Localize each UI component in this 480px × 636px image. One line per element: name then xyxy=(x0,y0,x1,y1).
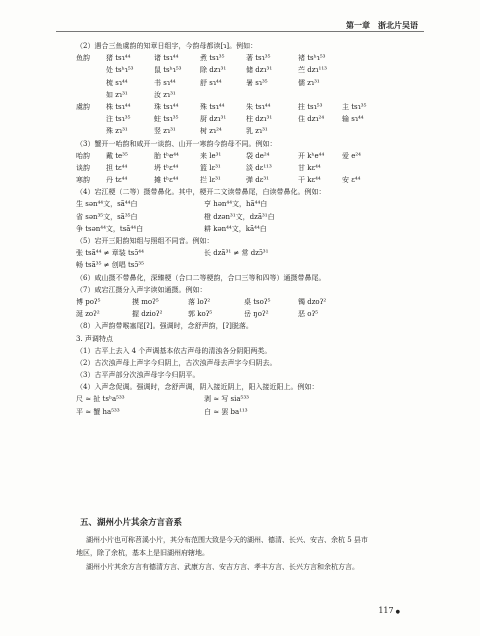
section-title: 五、湖州小片其余方言音系 xyxy=(80,518,183,528)
example-cell: 注 tsɿ³⁵ xyxy=(106,115,131,124)
text-line xyxy=(76,89,424,101)
example-cell: 甘 kɛ⁴⁴ xyxy=(298,163,321,172)
example-cell: 储 dzɿ³¹ xyxy=(246,66,273,75)
line-text: （1）古平上去入 4 个声调基本依古声母的清浊各分阴阳两类。 xyxy=(76,346,272,355)
chapter-header: 第一章 浙北片吴语 xyxy=(346,21,418,30)
example-cell: 著 tsɿ³⁵ xyxy=(246,54,271,63)
example-cell: 柱 dzɿ³¹ xyxy=(246,115,273,124)
example-cell: 寒韵 xyxy=(76,176,90,185)
example-cell: 苎 dzɿ¹¹³ xyxy=(298,66,327,75)
line-text: （7）咸宕江摄分入声字读如通摄。例如： xyxy=(76,285,207,294)
line-text: （4）入声念促调。强调时，念舒声调，阴入接近阴上，阳入接近阳上。例如： xyxy=(76,383,319,392)
example-cell: 虞韵 xyxy=(76,102,90,111)
example-cell: 鼠 tsʰɿ⁵³ xyxy=(154,66,182,75)
line-text: （2）古次浊声母上声字今归阴上，古次浊声母去声字今归阴去。 xyxy=(76,358,277,367)
line-text: （5）宕开三阳韵知组与照组不同音。例如： xyxy=(76,237,214,245)
example-cell: 张 tsã⁴⁴ ≠ 章装 tsɔ̃⁴⁴ xyxy=(76,249,144,258)
example-cell: 安 ɛ⁴⁴ xyxy=(342,176,361,185)
example-cell: 珠 tsɿ⁴⁴ xyxy=(154,102,179,111)
paragraph-line: 湖州小片其余方言有德清方言、武康方言、安吉方言、孝丰方言、长兴方言和余杭方言。 xyxy=(86,563,359,571)
text-line xyxy=(76,125,424,137)
example-cell: 输 sɿ⁴⁴ xyxy=(342,115,364,124)
page-number: 117 ● xyxy=(378,606,400,615)
example-cell: 生 sən⁴⁴文，sã⁴⁴白 xyxy=(76,200,138,209)
example-cell: 住 dzɿ²⁴ xyxy=(298,115,325,124)
example-cell: 乳 zɿ³¹ xyxy=(246,127,268,136)
example-cell: 主 tsɿ³⁵ xyxy=(342,102,367,111)
text-line xyxy=(76,406,424,418)
line-text: （6）咸山摄不带鼻化，深臻梗（合口二等梗韵，合口三等和四等）通摄带鼻尾。 xyxy=(76,273,326,282)
example-cell: 担 tɛ⁴⁴ xyxy=(106,163,128,172)
example-cell: 丹 tɛ⁴⁴ xyxy=(106,176,128,185)
example-cell: 镯 dzoʔ² xyxy=(298,297,327,306)
example-cell: 落 loʔ² xyxy=(188,297,211,306)
text-line xyxy=(76,308,424,320)
text-line xyxy=(76,198,424,210)
example-cell: 猪 tsɿ⁴⁴ xyxy=(106,54,131,63)
example-cell: 平 ≈ 蟹 ha⁵³³ xyxy=(76,407,120,416)
example-cell: 涎 zoʔ² xyxy=(76,310,100,319)
text-line xyxy=(76,345,424,357)
example-cell: 厨 dzɿ³¹ xyxy=(200,115,227,124)
example-cell: 处 tsʰɿ⁵³ xyxy=(106,66,134,75)
example-cell: 岳 ŋoʔ² xyxy=(244,310,269,319)
text-line xyxy=(76,138,424,150)
text-line xyxy=(76,174,424,186)
example-cell: 拦 lɛ³¹ xyxy=(200,176,221,185)
header-rule xyxy=(56,31,424,32)
line-text: （4）宕江梗（二等）摄带鼻化。其中，梗开二文读带鼻尾，白读带鼻化。例如： xyxy=(76,188,326,197)
body-text xyxy=(76,40,424,418)
text-line xyxy=(76,77,424,89)
example-cell: 戴 te³⁵ xyxy=(106,151,128,160)
example-cell: 剥 ≈ 写 sia⁵³³ xyxy=(204,395,249,404)
example-cell: 博 poʔ⁵ xyxy=(76,297,101,306)
example-cell: 篮 lɛ³¹ xyxy=(200,163,221,172)
example-cell: 蛀 tsɿ³⁵ xyxy=(154,115,179,124)
example-cell: 竖 zɿ³¹ xyxy=(154,127,176,136)
text-line xyxy=(76,393,424,405)
example-cell: 如 zɿ³¹ xyxy=(106,90,128,99)
example-cell: 耕 kən⁴⁴文，kã⁴⁴白 xyxy=(204,224,267,233)
example-cell: 除 dzɿ³¹ xyxy=(200,66,227,75)
example-cell: 摸 moʔ⁵ xyxy=(132,297,159,306)
text-line xyxy=(76,272,424,284)
line-text: （2）遇合三鱼虞韵的知章日组字，今韵母都读[ɿ]。例如： xyxy=(76,42,258,50)
example-cell: 树 zɿ²⁴ xyxy=(200,127,222,136)
line-text: （8）入声韵带喉塞尾[ʔ]。强调时，念舒声韵，[ʔ]脱落。 xyxy=(76,322,253,331)
text-line xyxy=(76,247,424,259)
text-line xyxy=(76,381,424,393)
example-cell: 鱼韵 xyxy=(76,54,90,63)
paragraph-line: 地区，除了余杭，基本上是旧湖州府辖地。 xyxy=(76,549,209,557)
text-line xyxy=(76,52,424,64)
example-cell: 恶 oʔ⁵ xyxy=(298,310,318,319)
text-line xyxy=(76,40,424,52)
example-cell: 株 tsɿ⁴⁴ xyxy=(106,102,131,111)
example-cell: 暑 sɿ³⁵ xyxy=(246,78,268,87)
example-cell: 褚 tsʰɿ⁵³ xyxy=(298,54,326,63)
text-line xyxy=(76,150,424,162)
example-cell: 开 kʰe⁴⁴ xyxy=(298,151,325,160)
text-line xyxy=(76,235,424,247)
example-cell: 书 sɿ⁴⁴ xyxy=(154,78,176,87)
example-cell: 郭 koʔ⁵ xyxy=(188,310,213,319)
example-cell: 摊 tʰɛ⁴⁴ xyxy=(154,176,179,185)
example-cell: 淡 dɛ¹¹³ xyxy=(246,163,272,172)
text-line xyxy=(76,64,424,76)
text-line xyxy=(76,259,424,271)
example-cell: 舒 sɿ⁴⁴ xyxy=(200,78,222,87)
text-line xyxy=(76,320,424,332)
text-line xyxy=(76,333,424,345)
line-text: 3. 声调特点 xyxy=(76,334,113,343)
example-cell: 胎 tʰe⁴⁴ xyxy=(154,151,179,160)
example-cell: 汝 zɿ³¹ xyxy=(154,90,176,99)
example-cell: 握 dzioʔ² xyxy=(132,310,163,319)
text-line xyxy=(76,223,424,235)
example-cell: 争 tsən⁴⁴文，tsã⁴⁴白 xyxy=(76,224,144,233)
example-cell: 殊 zɿ³¹ xyxy=(106,127,128,136)
text-line xyxy=(76,284,424,296)
example-cell: 咍韵 xyxy=(76,151,90,160)
example-cell: 坍 tʰɛ⁴⁴ xyxy=(154,163,179,172)
text-line xyxy=(76,186,424,198)
example-cell: 诸 tsɿ⁴⁴ xyxy=(154,54,179,63)
example-cell: 谈韵 xyxy=(76,163,90,172)
example-cell: 殊 tsɿ⁴⁴ xyxy=(200,102,225,111)
example-cell: 白 ≈ 罢 ba¹¹³ xyxy=(204,407,248,416)
example-cell: 长 dzã³¹ ≠ 常 dzɔ̃³¹ xyxy=(204,249,269,258)
example-cell: 桌 tsoʔ⁵ xyxy=(244,297,271,306)
line-text: 畅 tsã³⁵ ≠ 创唱 tsɔ̃³⁵ xyxy=(76,261,144,270)
example-cell: 朱 tsɿ⁴⁴ xyxy=(246,102,271,111)
paragraph-line: 湖州小片也可称苕溪小片，其分布范围大致是今天的湖州、德清、长兴、安吉、余杭 5 县市 xyxy=(86,536,368,544)
example-cell: 梳 sɿ⁴⁴ xyxy=(106,78,128,87)
text-line xyxy=(76,101,424,113)
example-cell: 煮 tsɿ³⁵ xyxy=(200,54,225,63)
line-text: （3）古平声部分次浊声母字今归阴平。 xyxy=(76,371,200,380)
line-text: （3）蟹开一咍韵和咸开一谈韵、山开一寒韵今韵母不同。例如： xyxy=(76,139,277,148)
example-cell: 袋 de²⁴ xyxy=(246,151,270,160)
example-cell: 亨 hən⁴⁴文，hã⁴⁴白 xyxy=(204,200,268,209)
example-cell: 省 sən³⁵文，sã³⁵白 xyxy=(76,212,138,221)
text-line xyxy=(76,162,424,174)
text-line xyxy=(76,211,424,223)
text-line xyxy=(76,369,424,381)
example-cell: 来 le³¹ xyxy=(200,151,222,160)
example-cell: 爱 e²⁴ xyxy=(342,151,361,160)
example-cell: 拄 tsɿ⁵³ xyxy=(298,102,323,111)
text-line xyxy=(76,296,424,308)
text-line xyxy=(76,357,424,369)
example-cell: 弹 dɛ³¹ xyxy=(246,176,269,185)
example-cell: 橙 dzən³¹文，dzã³¹白 xyxy=(204,212,275,221)
text-line xyxy=(76,113,424,125)
example-cell: 干 kɛ⁴⁴ xyxy=(298,176,321,185)
example-cell: 尺 ≈ 扯 tsʰa⁵³³ xyxy=(76,395,125,404)
example-cell: 儒 zɿ³¹ xyxy=(298,78,320,87)
